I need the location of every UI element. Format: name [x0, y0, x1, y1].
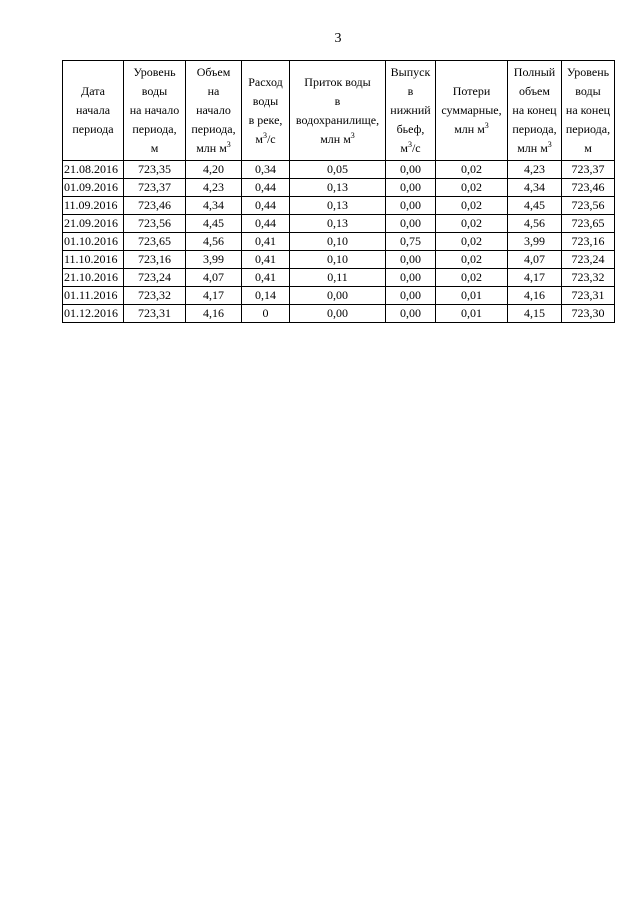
date-cell: 01.12.2016: [63, 305, 124, 323]
header-river-flow: [242, 61, 290, 161]
value-cell: 0,75: [386, 233, 436, 251]
value-cell: 0,02: [436, 179, 508, 197]
value-cell: 0,02: [436, 197, 508, 215]
header-line: Полный: [513, 65, 556, 79]
value-cell: 723,65: [562, 215, 615, 233]
value-cell: 723,46: [562, 179, 615, 197]
header-line: млн $м^3$: [196, 140, 231, 155]
header-line: на конец: [565, 103, 611, 117]
table-row: [63, 233, 615, 251]
value-cell: 4,56: [508, 215, 562, 233]
value-cell: 0,05: [290, 161, 386, 179]
value-cell: 0,00: [386, 251, 436, 269]
value-cell: 723,56: [124, 215, 186, 233]
value-cell: 4,20: [186, 161, 242, 179]
value-cell: 0,00: [386, 305, 436, 323]
value-cell: 0,13: [290, 215, 386, 233]
value-cell: 0,13: [290, 197, 386, 215]
value-cell: 723,24: [562, 251, 615, 269]
value-cell: 723,16: [562, 233, 615, 251]
header-line: в: [407, 84, 414, 98]
water-balance-table: [62, 60, 615, 323]
value-cell: 0,00: [386, 197, 436, 215]
table-row: [63, 269, 615, 287]
header-date: [63, 61, 124, 161]
value-cell: 723,65: [124, 233, 186, 251]
header-line: на конец: [512, 103, 557, 117]
value-cell: 4,17: [508, 269, 562, 287]
header-line: периода,: [512, 122, 557, 136]
table-row: [63, 179, 615, 197]
value-cell: 723,31: [562, 287, 615, 305]
value-cell: 4,34: [508, 179, 562, 197]
date-cell: 11.10.2016: [63, 251, 124, 269]
value-cell: 723,37: [124, 179, 186, 197]
unit-superscript: 3: [484, 121, 489, 130]
header-line: воды: [575, 84, 601, 98]
header-line: периода: [72, 122, 114, 136]
value-cell: 0,00: [290, 305, 386, 323]
value-cell: 0,44: [242, 197, 290, 215]
value-cell: 723,37: [562, 161, 615, 179]
header-line: Дата: [81, 84, 105, 98]
header-line: млн $м^3$: [454, 121, 489, 136]
value-cell: 4,07: [186, 269, 242, 287]
header-line: периода,: [565, 122, 611, 136]
unit-suffix: /с: [411, 141, 421, 155]
value-cell: 0,44: [242, 215, 290, 233]
header-end-volume: [508, 61, 562, 161]
value-cell: 4,56: [186, 233, 242, 251]
header-line: начало: [196, 103, 231, 117]
value-cell: 4,23: [186, 179, 242, 197]
header-release: [386, 61, 436, 161]
value-cell: 0,41: [242, 233, 290, 251]
table-row: [63, 161, 615, 179]
unit-superscript: 3: [407, 140, 412, 149]
table-body: [63, 161, 615, 323]
date-cell: 11.09.2016: [63, 197, 124, 215]
header-line: на: [207, 84, 220, 98]
header-line: нижний: [390, 103, 431, 117]
unit-suffix: /с: [266, 131, 276, 146]
date-cell: 21.09.2016: [63, 215, 124, 233]
header-line: периода,: [132, 122, 177, 136]
unit-superscript: 3: [547, 140, 552, 149]
header-line: в: [334, 93, 341, 108]
header-line: млн $м^3$: [320, 130, 355, 146]
value-cell: 0,00: [386, 287, 436, 305]
value-cell: 0,01: [436, 305, 508, 323]
header-line: бьеф,: [396, 122, 425, 136]
header-inflow: [290, 61, 386, 161]
header-line: Выпуск: [390, 65, 431, 79]
value-cell: 0,14: [242, 287, 290, 305]
value-cell: 4,16: [186, 305, 242, 323]
date-cell: 01.09.2016: [63, 179, 124, 197]
date-cell: 01.10.2016: [63, 233, 124, 251]
value-cell: 723,56: [562, 197, 615, 215]
header-line: м: [584, 141, 592, 155]
value-cell: 0,02: [436, 233, 508, 251]
header-losses: [436, 61, 508, 161]
value-cell: 0,44: [242, 179, 290, 197]
value-cell: 0,00: [386, 179, 436, 197]
value-cell: 4,07: [508, 251, 562, 269]
value-cell: 0,02: [436, 269, 508, 287]
header-line: периода,: [191, 122, 236, 136]
header-line: суммарные,: [441, 103, 502, 117]
date-cell: 21.08.2016: [63, 161, 124, 179]
value-cell: 0,10: [290, 251, 386, 269]
header-line: Потери: [452, 84, 491, 98]
header-line: в реке,: [248, 112, 283, 127]
value-cell: 4,45: [186, 215, 242, 233]
header-line: млн $м^3$: [517, 140, 552, 155]
value-cell: 3,99: [508, 233, 562, 251]
header-line: на начало: [129, 103, 180, 117]
header-line: Уровень: [566, 65, 610, 79]
value-cell: 0: [242, 305, 290, 323]
value-cell: 0,00: [386, 215, 436, 233]
value-cell: 0,02: [436, 215, 508, 233]
value-cell: 723,32: [562, 269, 615, 287]
value-cell: 723,46: [124, 197, 186, 215]
value-cell: 0,00: [290, 287, 386, 305]
unit-superscript: 3: [262, 130, 267, 140]
value-cell: 0,02: [436, 161, 508, 179]
value-cell: 3,99: [186, 251, 242, 269]
unit-superscript: 3: [350, 130, 355, 140]
value-cell: 4,23: [508, 161, 562, 179]
value-cell: 0,13: [290, 179, 386, 197]
header-end-level: [562, 61, 615, 161]
value-cell: 4,17: [186, 287, 242, 305]
header-line: начала: [75, 103, 111, 117]
header-line: объем: [519, 84, 550, 98]
header-line: Приток воды: [304, 74, 371, 89]
header-line: Уровень: [133, 65, 176, 79]
value-cell: 4,45: [508, 197, 562, 215]
value-cell: 4,34: [186, 197, 242, 215]
value-cell: 723,16: [124, 251, 186, 269]
value-cell: 723,31: [124, 305, 186, 323]
value-cell: 0,00: [386, 269, 436, 287]
table-row: [63, 305, 615, 323]
value-cell: 723,32: [124, 287, 186, 305]
header-line: м: [150, 141, 159, 155]
value-cell: 0,41: [242, 251, 290, 269]
value-cell: 0,02: [436, 251, 508, 269]
value-cell: 723,30: [562, 305, 615, 323]
table-row: [63, 251, 615, 269]
header-line: воды: [252, 93, 279, 108]
table-header-row: [63, 61, 615, 161]
table-row: [63, 197, 615, 215]
value-cell: 0,10: [290, 233, 386, 251]
table-row: [63, 215, 615, 233]
value-cell: 723,24: [124, 269, 186, 287]
value-cell: 4,16: [508, 287, 562, 305]
header-line: Расход: [248, 74, 283, 89]
header-line: воды: [141, 84, 168, 98]
unit-base: м: [255, 131, 263, 146]
value-cell: 0,34: [242, 161, 290, 179]
date-cell: 21.10.2016: [63, 269, 124, 287]
value-cell: 0,00: [386, 161, 436, 179]
value-cell: 0,01: [436, 287, 508, 305]
date-cell: 01.11.2016: [63, 287, 124, 305]
header-start-level: [124, 61, 186, 161]
unit-base: м: [400, 141, 408, 155]
header-unit-line: [243, 130, 288, 149]
header-line: Объем: [196, 65, 231, 79]
table-row: [63, 287, 615, 305]
header-unit-line: [387, 139, 434, 158]
header-line: водохранилище,: [295, 112, 380, 127]
header-start-volume: [186, 61, 242, 161]
value-cell: 0,11: [290, 269, 386, 287]
value-cell: 0,41: [242, 269, 290, 287]
value-cell: 4,15: [508, 305, 562, 323]
page-number: 3: [334, 31, 342, 46]
value-cell: 723,35: [124, 161, 186, 179]
unit-superscript: 3: [226, 140, 231, 149]
